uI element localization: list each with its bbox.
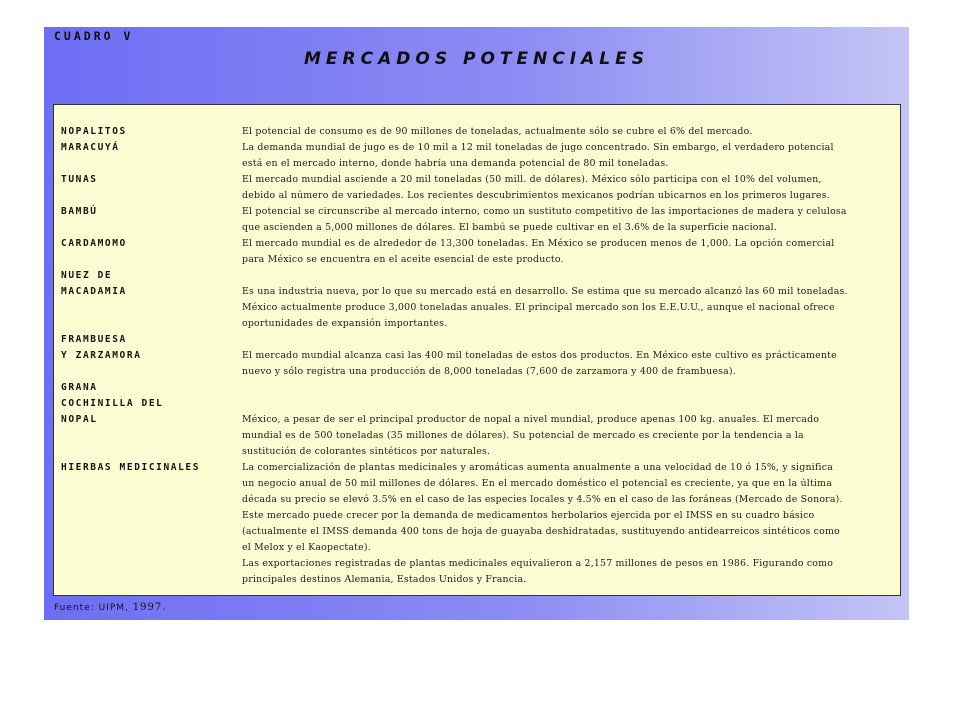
description-line: Las exportaciones registradas de plantas medicinales equivalieron a 2,157 millones de pesos en 1986. Figurando como (242, 558, 834, 569)
description-line: El mercado mundial alcanza casi las 400 mil toneladas de estos dos productos. En México este cultivo es prácticamente (242, 350, 837, 361)
description-line: México, a pesar de ser el principal productor de nopal a nivel mundial, produce apenas 100 kg. anuales. El mercado (242, 414, 820, 425)
product-name-line: Y ZARZAMORA (61, 350, 142, 361)
description-line: Es una industria nueva, por lo que su mercado está en desarrollo. Se estima que su mercado alcanzó las 60 mil toneladas. (242, 286, 848, 297)
description-line: principales destinos Alemania, Estados Unidos y Francia. (242, 574, 527, 585)
description-line: El potencial de consumo es de 90 millones de toneladas, actualmente sólo se cubre el 6% del mercado. (242, 126, 753, 137)
description-line: un negocio anual de 50 mil millones de dólares. En el mercado doméstico el potencial es creciente, ya que en la última (242, 478, 832, 489)
product-name-line: MACADAMIA (61, 286, 127, 297)
description-line: está en el mercado interno, donde habría una demanda potencial de 80 mil toneladas. (242, 158, 669, 169)
description-line: sustitución de colorantes sintéticos por naturales. (242, 446, 491, 457)
description-line: (actualmente el IMSS demanda 400 tons de hoja de guayaba deshidratadas, sustituyendo antidearreicos sintéticos como (242, 526, 840, 537)
description-line: mundial es de 500 toneladas (35 millones de dólares). Su potencial de mercado es creciente por la tendencia a la (242, 430, 804, 441)
description-line: La comercialización de plantas medicinales y aromáticas aumenta anualmente a una velocidad de 10 ó 15%, y significa (242, 462, 833, 473)
market-description (242, 236, 892, 268)
content-table (53, 104, 901, 596)
product-name (61, 268, 233, 300)
product-name (61, 172, 233, 188)
market-description (242, 140, 892, 172)
market-description (242, 460, 892, 588)
product-name (61, 380, 233, 428)
product-name-line: GRANA (61, 382, 98, 393)
product-name-line: HIERBAS MEDICINALES (61, 462, 201, 473)
description-line: década su precio se elevó 3.5% en el caso de las especies locales y 4.5% en el caso de las foráneas (Mercado de Sonora). (242, 494, 843, 505)
product-name (61, 460, 233, 476)
description-line: México actualmente produce 3,000 toneladas anuales. El principal mercado son los E.E.U.U., aunque el nacional ofrece (242, 302, 835, 313)
product-name-line: FRAMBUESA (61, 334, 127, 345)
product-name-line: NOPALITOS (61, 126, 127, 137)
description-line: que ascienden a 5,000 millones de dólares. El bambú se puede cultivar en el 3.6% de la superficie nacional. (242, 222, 778, 233)
description-line: Este mercado puede crecer por la demanda de medicamentos herbolarios ejercida por el IMSS en su cuadro básico (242, 510, 815, 521)
product-name-line: MARACUYÁ (61, 142, 120, 153)
market-description (242, 172, 892, 204)
product-name (61, 236, 233, 252)
source-note (54, 602, 166, 613)
market-description (242, 124, 892, 140)
product-name-line: CARDAMOMO (61, 238, 127, 249)
market-description (242, 348, 892, 380)
source-label: Fuente: UIPM, (54, 603, 129, 613)
slide (44, 27, 909, 620)
market-description (242, 284, 892, 332)
product-name (61, 204, 233, 220)
product-name-line: BAMBÚ (61, 206, 98, 217)
description-line: nuevo y sólo registra una producción de 8,000 toneladas (7,600 de zarzamora y 400 de frambuesa). (242, 366, 736, 377)
table-title: MERCADOS POTENCIALES (304, 49, 649, 69)
description-line: La demanda mundial de jugo es de 10 mil a 12 mil toneladas de jugo concentrado. Sin embargo, el verdadero potencial (242, 142, 834, 153)
product-name (61, 140, 233, 156)
description-line: El mercado mundial asciende a 20 mil toneladas (50 mill. de dólares). México sólo participa con el 10% del volumen, (242, 174, 822, 185)
description-line: El mercado mundial es de alrededor de 13,300 toneladas. En México se producen menos de 1,000. La opción comercial (242, 238, 835, 249)
product-name-line: TUNAS (61, 174, 98, 185)
description-line: el Melox y el Kaopectate). (242, 542, 371, 553)
description-line: debido al número de variedades. Los recientes descubrimientos mexicanos podrían ubicarnos en los primeros lugares. (242, 190, 830, 201)
product-name-line: NUEZ DE (61, 270, 113, 281)
table-number: CUADRO V (54, 29, 134, 43)
description-line: para México se encuentra en el aceite esencial de este producto. (242, 254, 564, 265)
product-name (61, 332, 233, 364)
product-name-line: NOPAL (61, 414, 98, 425)
market-description (242, 412, 892, 460)
description-line: El potencial se circunscribe al mercado interno, como un sustituto competitivo de las importaciones de madera y celulosa (242, 206, 847, 217)
source-year: 1997. (132, 602, 167, 613)
product-name-line: COCHINILLA DEL (61, 398, 164, 409)
market-description (242, 204, 892, 236)
description-line: oportunidades de expansión importantes. (242, 318, 448, 329)
product-name (61, 124, 233, 140)
